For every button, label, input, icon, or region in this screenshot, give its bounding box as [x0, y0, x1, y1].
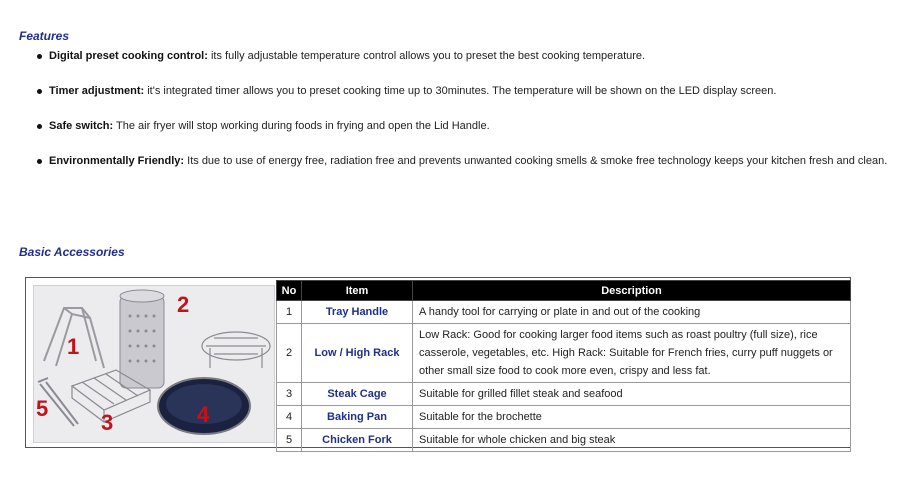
- features-list: [30, 47, 909, 187]
- feature-label: Safe switch:: [49, 120, 114, 132]
- column-header-description: Description: [413, 281, 851, 301]
- feature-label: Digital preset cooking control:: [49, 50, 208, 62]
- row-description: Suitable for grilled fillet steak and seafood: [413, 383, 851, 406]
- photo-label-5: 5: [36, 396, 49, 421]
- row-item: Baking Pan: [302, 406, 413, 429]
- row-item: Steak Cage: [302, 383, 413, 406]
- table-header-row: [277, 281, 851, 301]
- feature-text: its fully adjustable temperature control allows you to preset the best cooking temperature.: [207, 50, 646, 62]
- feature-text: it's integrated timer allows you to preset cooking time up to 30minutes. The temperature will be shown on the LED display screen.: [144, 85, 777, 97]
- photo-label-1: 1: [67, 334, 80, 359]
- table-row: [277, 383, 851, 406]
- table-row: [277, 301, 851, 324]
- feature-label: Timer adjustment:: [49, 85, 145, 97]
- features-heading: Features: [19, 29, 70, 43]
- accessories-heading: Basic Accessories: [19, 245, 125, 259]
- column-header-item: Item: [302, 281, 413, 301]
- feature-label: Environmentally Friendly:: [49, 155, 185, 167]
- feature-text: Its due to use of energy free, radiation free and prevents unwanted cooking smells & smoke free technology keeps your kitchen fresh and clean.: [184, 155, 888, 167]
- table-row: [277, 429, 851, 452]
- photo-label-3: 3: [101, 410, 114, 435]
- table-row: [277, 406, 851, 429]
- row-no: 3: [277, 383, 302, 406]
- feature-item: [49, 47, 909, 66]
- steak-cage-image: [120, 290, 164, 388]
- row-description: Suitable for the brochette: [413, 406, 851, 429]
- row-no: 1: [277, 301, 302, 324]
- accessories-illustration: [34, 286, 274, 442]
- accessories-panel: [25, 277, 851, 448]
- row-item: Tray Handle: [302, 301, 413, 324]
- feature-item: [49, 82, 909, 101]
- row-description: A handy tool for carrying or plate in and out of the cooking: [413, 301, 851, 324]
- accessories-photo: [33, 285, 275, 443]
- row-no: 4: [277, 406, 302, 429]
- photo-label-4: 4: [197, 402, 210, 427]
- row-item: Low / High Rack: [302, 324, 413, 383]
- feature-item: [49, 152, 909, 171]
- photo-label-2: 2: [177, 292, 190, 317]
- row-no: 2: [277, 324, 302, 383]
- table-row: [277, 324, 851, 383]
- row-item: Chicken Fork: [302, 429, 413, 452]
- round-rack-image: [202, 332, 270, 368]
- feature-item: [49, 117, 909, 136]
- row-description: Low Rack: Good for cooking larger food items such as roast poultry (full size), rice casserole, vegetables, etc. High Rack: Suitable for French fries, curry puff nuggets or other small size food to cook more even, crispy and less fat.: [413, 324, 851, 383]
- row-no: 5: [277, 429, 302, 452]
- row-description: Suitable for whole chicken and big steak: [413, 429, 851, 452]
- column-header-no: No: [277, 281, 302, 301]
- feature-text: The air fryer will stop working during foods in frying and open the Lid Handle.: [113, 120, 490, 132]
- accessories-table: [276, 280, 851, 452]
